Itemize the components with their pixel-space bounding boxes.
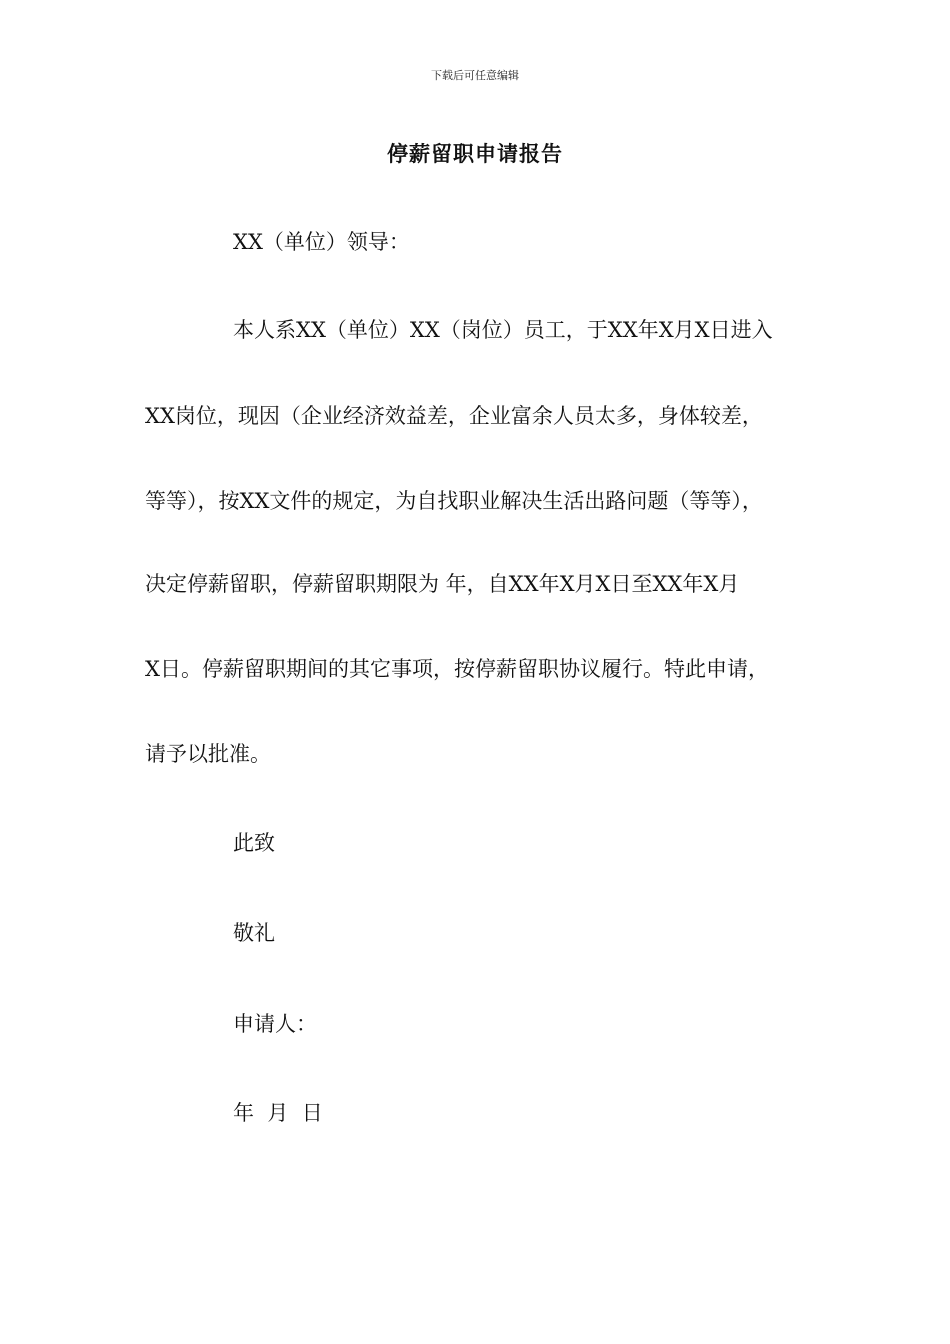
body-line: 本人系XX（单位）XX（岗位）员工，于XX年X月X日进入 bbox=[233, 318, 773, 342]
body-line: X日。停薪留职期间的其它事项，按停薪留职协议履行。特此申请， bbox=[145, 657, 769, 681]
document-title: 停薪留职申请报告 bbox=[387, 141, 563, 166]
header-note: 下载后可任意编辑 bbox=[431, 69, 519, 82]
body-line: 决定停薪留职，停薪留职期限为 年，自XX年X月X日至XX年X月 bbox=[145, 572, 740, 596]
body-line: XX岗位，现因（企业经济效益差，企业富余人员太多，身体较差， bbox=[145, 404, 763, 428]
salutation: XX（单位）领导： bbox=[233, 230, 410, 254]
body-line: 等等），按XX文件的规定，为自找职业解决生活出路问题（等等）， bbox=[145, 489, 763, 513]
closing-line-2: 敬礼 bbox=[233, 921, 275, 945]
closing-line-1: 此致 bbox=[233, 831, 275, 855]
date-label: 年 月 日 bbox=[233, 1101, 323, 1125]
applicant-label: 申请人： bbox=[233, 1012, 317, 1036]
body-line: 请予以批准。 bbox=[145, 742, 271, 766]
